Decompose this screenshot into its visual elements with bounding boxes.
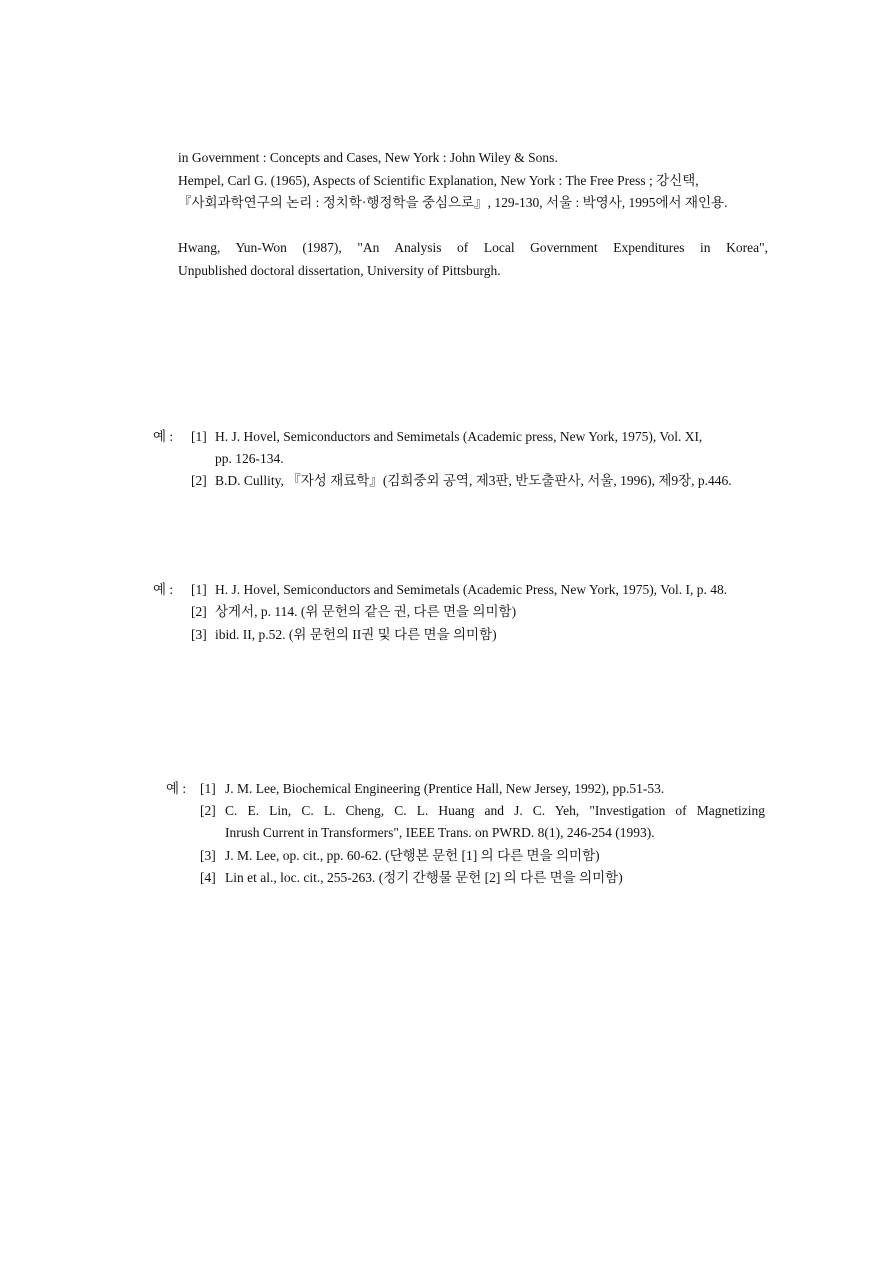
ref-text: H. J. Hovel, Semiconductors and Semimetals (Academic Press, New York, 1975), Vol. I, p. 48. bbox=[215, 582, 728, 597]
ref-number: [1] bbox=[191, 429, 207, 444]
ref-text: Lin et al., loc. cit., 255-263. (정기 간행물 문헌 [2] 의 다른 면을 의미함) bbox=[225, 870, 623, 885]
example-label: 예 : bbox=[153, 582, 174, 597]
bib-line: in Government : Concepts and Cases, New York : John Wiley & Sons. bbox=[178, 150, 558, 165]
ref-number: [1] bbox=[200, 781, 216, 796]
ref-text: H. J. Hovel, Semiconductors and Semimetals (Academic press, New York, 1975), Vol. XI, bbox=[215, 429, 703, 444]
ref-number: [3] bbox=[200, 848, 216, 863]
ref-text: C. E. Lin, C. L. Cheng, C. L. Huang and J. C. Yeh, "Investigation of Magnetizing bbox=[225, 803, 765, 818]
ref-text: J. M. Lee, Biochemical Engineering (Prentice Hall, New Jersey, 1992), pp.51-53. bbox=[225, 781, 665, 796]
bib-line: Hwang, Yun-Won (1987), "An Analysis of Local Government Expenditures in Korea", bbox=[178, 240, 768, 255]
ref-text: 상게서, p. 114. (위 문헌의 같은 권, 다른 면을 의미함) bbox=[215, 604, 517, 619]
ref-text: pp. 126-134. bbox=[215, 451, 284, 466]
ref-number: [2] bbox=[191, 604, 207, 619]
ref-text: Inrush Current in Transformers", IEEE Trans. on PWRD. 8(1), 246-254 (1993). bbox=[225, 825, 655, 840]
ref-number: [3] bbox=[191, 627, 207, 642]
ref-number: [2] bbox=[200, 803, 216, 818]
example-label: 예 : bbox=[166, 781, 187, 796]
bib-line: Unpublished doctoral dissertation, University of Pittsburgh. bbox=[178, 263, 501, 278]
ref-text: B.D. Cullity, 『자성 재료학』(김희중외 공역, 제3판, 반도출판사, 서울, 1996), 제9장, p.446. bbox=[215, 473, 732, 488]
example-label: 예 : bbox=[153, 429, 174, 444]
ref-number: [1] bbox=[191, 582, 207, 597]
ref-number: [2] bbox=[191, 473, 207, 488]
ref-text: ibid. II, p.52. (위 문헌의 II권 및 다른 면을 의미함) bbox=[215, 627, 497, 642]
ref-text: J. M. Lee, op. cit., pp. 60-62. (단행본 문헌 [1] 의 다른 면을 의미함) bbox=[225, 848, 600, 863]
ref-number: [4] bbox=[200, 870, 216, 885]
bib-line: Hempel, Carl G. (1965), Aspects of Scientific Explanation, New York : The Free Press ; 강신택, bbox=[178, 173, 699, 188]
bib-line: 『사회과학연구의 논리 : 정치학·행정학을 중심으로』, 129-130, 서울 : 박영사, 1995에서 재인용. bbox=[178, 195, 728, 210]
